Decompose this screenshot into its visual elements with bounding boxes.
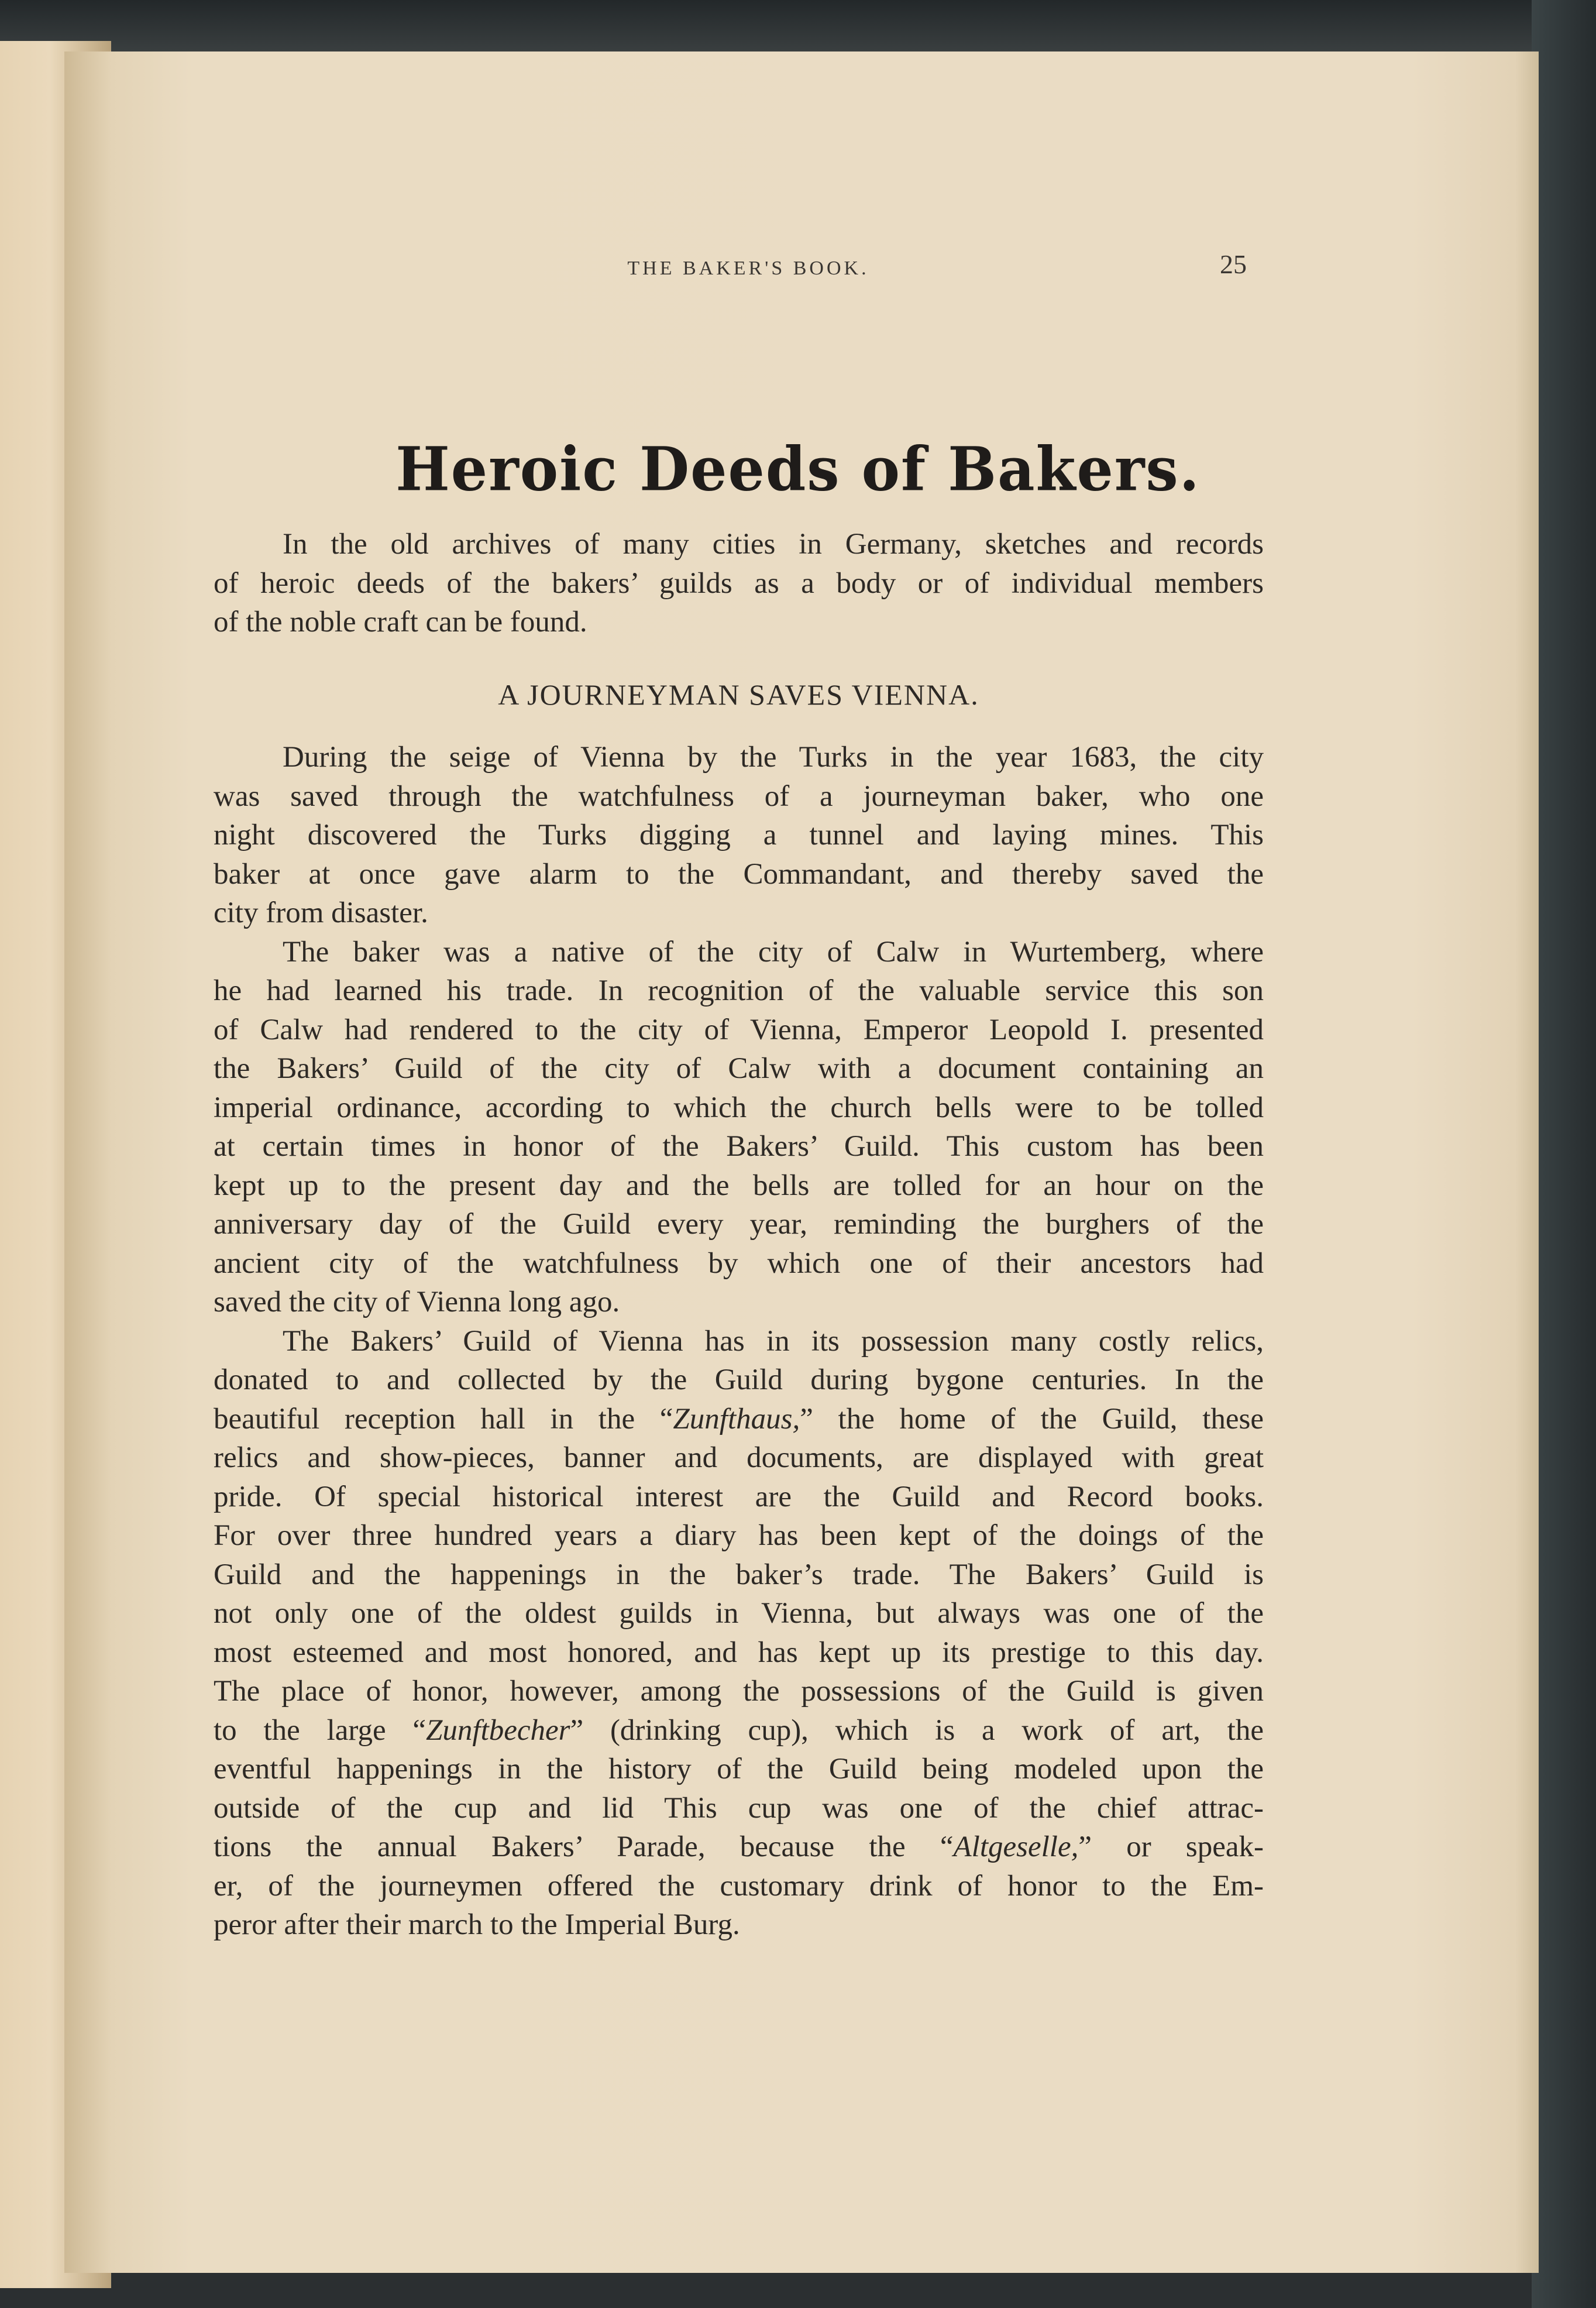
text-segment: most esteemed and most honored, and has kept up its prestige to this day. xyxy=(214,1636,1264,1669)
paragraph xyxy=(214,1322,1264,1945)
text-line xyxy=(214,1905,1264,1945)
text-segment: of the noble craft can be found. xyxy=(214,606,587,638)
page-number: 25 xyxy=(1220,249,1247,279)
text-segment: Guild and the happenings in the baker’s trade. The Bakers’ Guild is xyxy=(214,1558,1264,1591)
running-head xyxy=(0,257,1596,280)
text-line xyxy=(214,1672,1264,1711)
running-title: THE BAKER'S BOOK. xyxy=(627,257,869,279)
text-segment: the Bakers’ Guild of the city of Calw with a document containing an xyxy=(214,1052,1264,1085)
text-segment: ” the home of the Guild, these xyxy=(800,1402,1264,1435)
text-segment: night discovered the Turks digging a tunnel and laying mines. This xyxy=(214,819,1264,851)
text-line xyxy=(214,525,1264,564)
text-segment: The place of honor, however, among the possessions of the Guild is given xyxy=(214,1675,1264,1708)
text-line xyxy=(214,816,1264,855)
text-line xyxy=(214,1011,1264,1050)
text-line xyxy=(214,1438,1264,1478)
text-segment: ” or speak- xyxy=(1078,1830,1264,1863)
text-segment: anniversary day of the Guild every year, reminding the burghers of the xyxy=(214,1208,1264,1241)
text-line xyxy=(214,1828,1264,1867)
text-segment: was saved through the watchfulness of a journeyman baker, who one xyxy=(214,779,1264,813)
text-line xyxy=(214,738,1264,777)
text-line xyxy=(214,1244,1264,1283)
text-segment: ancient city of the watchfulness by which one of their ancestors had xyxy=(214,1246,1264,1280)
chapter-title: Heroic Deeds of Bakers. xyxy=(395,434,1201,505)
text-line xyxy=(214,1400,1264,1439)
text-line xyxy=(214,1633,1264,1672)
text-segment: he had learned his trade. In recognition of the valuable service this son xyxy=(214,974,1264,1007)
text-segment: For over three hundred years a diary has been kept of the doings of the xyxy=(214,1519,1264,1552)
text-line xyxy=(214,1205,1264,1244)
text-segment: donated to and collected by the Guild during bygone centuries. In the xyxy=(214,1363,1264,1396)
text-segment: at certain times in honor of the Bakers’ Guild. This custom has been xyxy=(214,1130,1264,1163)
text-segment: During the seige of Vienna by the Turks in the year 1683, the city xyxy=(283,741,1264,774)
text-line xyxy=(214,1166,1264,1205)
italic-term: Altgeselle, xyxy=(953,1830,1079,1863)
text-segment: of heroic deeds of the bakers’ guilds as a body or of individual members xyxy=(214,566,1264,600)
text-segment: er, of the journeymen offered the customary drink of honor to the Em- xyxy=(214,1869,1264,1902)
text-segment: The Bakers’ Guild of Vienna has in its possession many costly relics, xyxy=(283,1324,1264,1358)
text-line xyxy=(214,1711,1264,1750)
text-line xyxy=(214,1088,1264,1128)
text-segment: In the old archives of many cities in Germany, sketches and records xyxy=(283,528,1264,561)
text-segment: beautiful reception hall in the “ xyxy=(214,1402,673,1435)
text-segment: eventful happenings in the history of the Guild being modeled upon the xyxy=(214,1753,1264,1785)
text-segment: pride. Of special historical interest are the Guild and Record books. xyxy=(214,1480,1264,1513)
text-segment: baker at once gave alarm to the Commandant, and thereby saved the xyxy=(214,857,1264,891)
text-line xyxy=(214,1049,1264,1088)
intro-paragraph xyxy=(214,525,1264,642)
text-segment: outside of the cup and lid This cup was one of the chief attrac- xyxy=(214,1791,1264,1825)
italic-term: Zunfthaus, xyxy=(673,1402,800,1435)
text-segment: of Calw had rendered to the city of Vienna, Emperor Leopold I. presented xyxy=(214,1013,1264,1046)
text-line xyxy=(214,1750,1264,1789)
text-line xyxy=(214,1867,1264,1906)
text-line xyxy=(214,1361,1264,1400)
text-segment: not only one of the oldest guilds in Vienna, but always was one of the xyxy=(214,1597,1264,1630)
text-segment: city from disaster. xyxy=(214,897,428,929)
text-line xyxy=(214,1478,1264,1517)
text-segment: imperial ordinance, according to which the church bells were to be tolled xyxy=(214,1091,1264,1124)
text-line xyxy=(214,777,1264,816)
text-line xyxy=(214,1283,1264,1322)
text-line xyxy=(214,1127,1264,1166)
text-line xyxy=(214,1594,1264,1633)
book-cover-top xyxy=(0,0,1596,53)
text-line xyxy=(214,894,1264,933)
text-line xyxy=(214,1322,1264,1361)
section-heading: A JOURNEYMAN SAVES VIENNA. xyxy=(498,678,979,711)
text-line xyxy=(214,855,1264,894)
book-cover-right xyxy=(1532,0,1596,2308)
text-segment: kept up to the present day and the bells are tolled for an hour on the xyxy=(214,1169,1264,1202)
text-line xyxy=(214,1789,1264,1828)
body-text xyxy=(214,525,1264,1945)
text-segment: tions the annual Bakers’ Parade, because the “ xyxy=(214,1830,954,1863)
text-segment: The baker was a native of the city of Calw in Wurtemberg, where xyxy=(283,935,1264,968)
text-line xyxy=(214,933,1264,972)
text-segment: relics and show-pieces, banner and documents, are displayed with great xyxy=(214,1441,1264,1474)
text-line xyxy=(214,603,1264,642)
italic-term: Zunftbecher xyxy=(426,1713,570,1747)
text-segment: saved the city of Vienna long ago. xyxy=(214,1286,620,1318)
text-segment: peror after their march to the Imperial Burg. xyxy=(214,1908,740,1941)
text-segment: to the large “ xyxy=(214,1713,426,1747)
text-line xyxy=(214,1516,1264,1555)
text-line xyxy=(214,1555,1264,1595)
text-line xyxy=(214,564,1264,603)
text-line xyxy=(214,971,1264,1011)
paragraph xyxy=(214,933,1264,1322)
text-segment: ” (drinking cup), which is a work of art, the xyxy=(570,1713,1264,1747)
paragraph xyxy=(214,738,1264,933)
